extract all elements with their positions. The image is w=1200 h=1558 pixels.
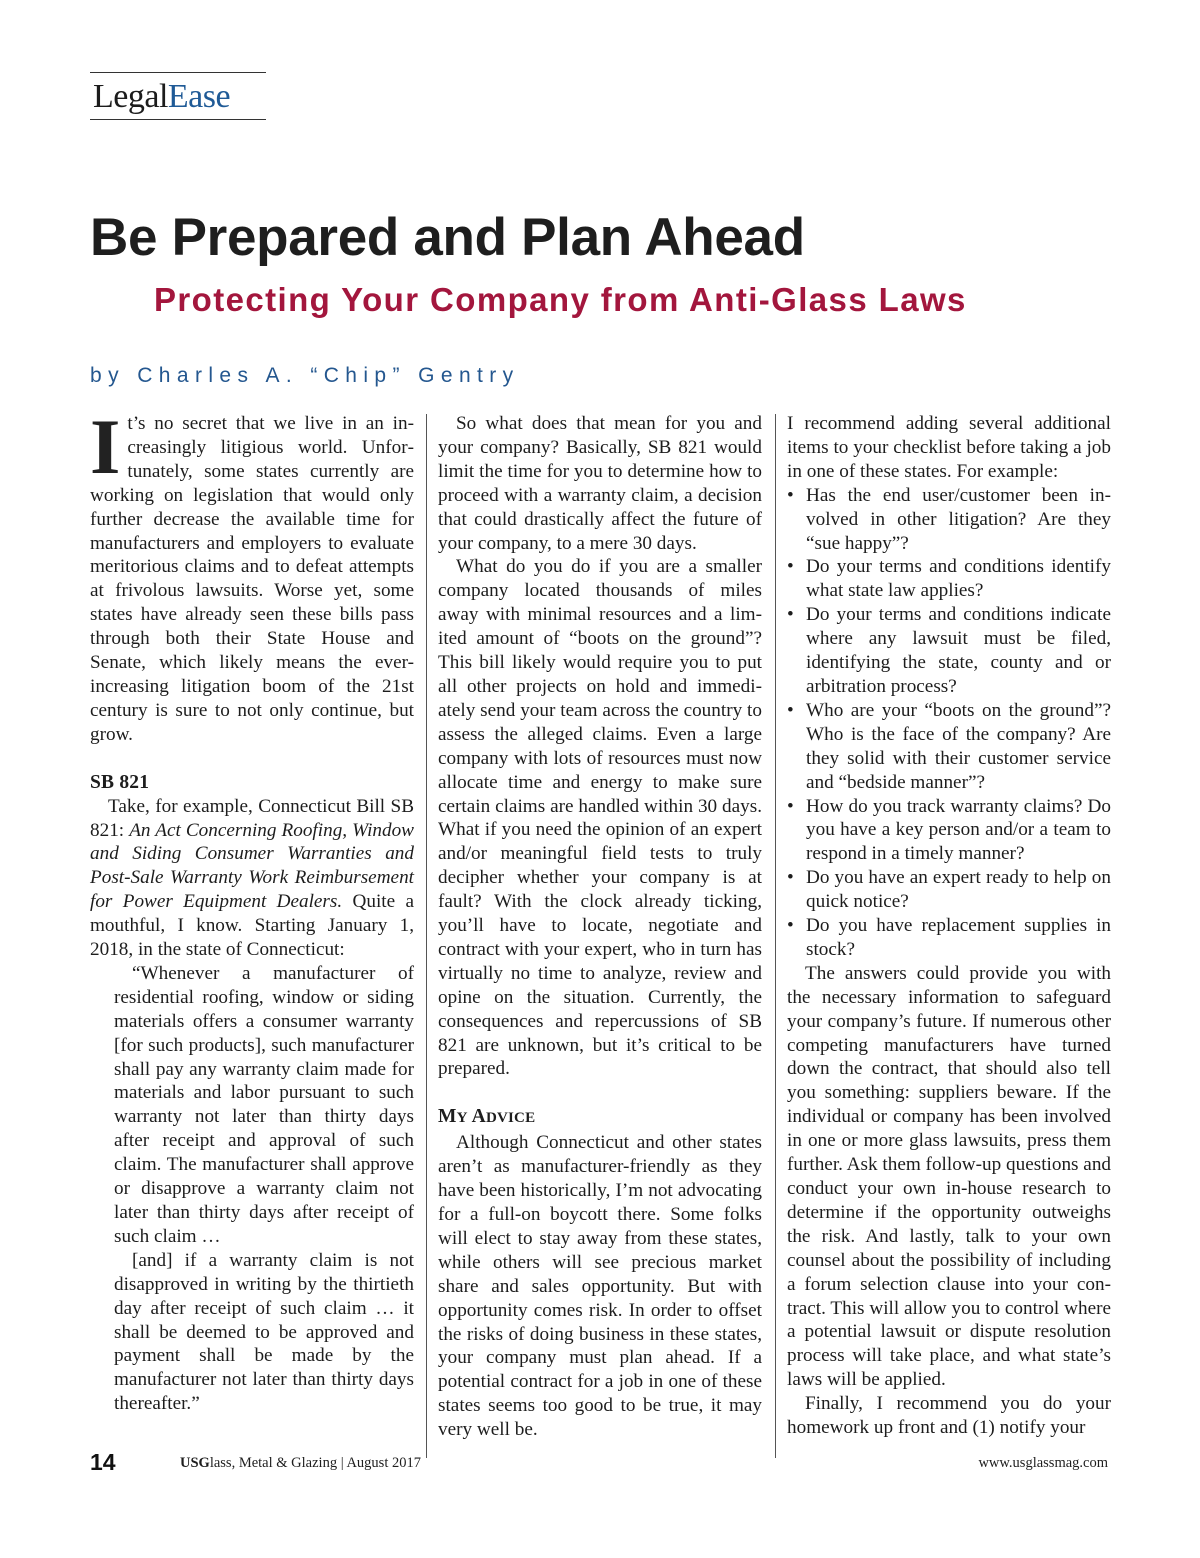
list-item [787,699,1111,795]
bullet-icon: • [787,556,794,578]
article-subheadline: Protecting Your Company from Anti-Glass Laws [154,281,967,318]
paragraph: Although Connecticut and other states aren’t as manufacturer-friendly as they have been historically, I’m not advocating for a full-on boycott there. Some folks will elect to stay away from these states, while others will see precious market share and sales opportunity. But with opportunity comes risk. In order to offset the risks of doing business in these states, your company must plan ahead. If a potential contract for a job in one of these states seems too good to be true, it may very well be. [438,1132,762,1441]
bullet-icon: • [787,484,794,506]
page-number: 14 [90,1449,116,1475]
list-item [787,866,1111,914]
column-divider [775,414,776,1458]
paragraph: What do you do if you are a smaller company located thousands of miles away with minimal resources and a limited amount of “boots on the ground”? This bill likely would require you to put all other projects on hold and immediately send your team across the country to assess the alleged claims. Even a large company with lots of resources must now allocate time and energy to make sure certain claims are handled within 30 days. What if you need the opinion of an expert and/or meaningful field tests to truly decipher whether your company is at fault? With the clock already ticking, you’ll have to locate, negotiate and contract with your expert, who in turn has virtually no time to analyze, review and opine on the situation. Currently, the consequences and repercussions of SB 821 are unknown, but it’s critical to be prepared. [438,556,762,1080]
paragraph-text: Take, for example, Connecticut Bill SB 821: [90,795,414,841]
magazine-name-rest: lass, Metal & Glazing [209,1455,338,1471]
bullet-icon: • [787,915,794,937]
website-url: www.usglassmag.com [978,1455,1108,1471]
bill-title: An Act Concerning Roofing, Window and Siding Consumer Warranties and Post-Sale Warranty Work Reimbursement for Power Equipment Dealers. [90,819,414,913]
column-divider [426,414,427,1458]
paragraph: The answers could provide you with the necessary information to safeguard your company’s future. If numerous other competing manufacturers have turned down the contract, that should also tell you something: suppliers beware. If the individual or company has been involved in one or more glass lawsuits, press them further. Ask them follow-up questions and conduct your own in-house research to determine if the opportunity outweighs the risk. And lastly, talk to your own counsel about the possibility of including a forum selection clause into your contract. This will allow you to control where a potential lawsuit or dispute resolution process will take place, and what state’s laws will be applied. [787,962,1112,1391]
list-item [787,795,1111,867]
list-item-text: How do you track warranty claims? Do you have a key person and/or a team to respond in a timely manner? [806,795,1111,865]
list-item [787,555,1111,603]
checklist [787,484,1111,962]
list-item [787,603,1111,699]
text-column-2 [438,412,762,1442]
list-item [787,914,1111,962]
list-item-text: Do you have replacement supplies in stock? [806,915,1111,960]
paragraph: I recommend adding several additional items to your checklist before taking a job in one of these states. For example: [787,413,1111,482]
article-byline: by Charles A. “Chip” Gentry [90,364,520,387]
heading-cap: M [438,1106,457,1128]
list-item [787,484,1111,556]
section-logo [90,72,266,120]
bullet-icon: • [787,795,794,817]
heading-smallcaps: Y [456,1110,468,1127]
list-item-text: Do your terms and conditions identify what state law applies? [806,556,1111,602]
list-item-text: Who are your “boots on the ground”? Who is the face of the company? Are they solid with their customer service and “bedside manner”? [806,699,1111,793]
list-item-text: Do your terms and conditions indicate where any lawsuit must be filed, identifying the state, county and or arbitration process? [806,604,1111,697]
magazine-name-bold: USG [180,1455,210,1471]
heading-cap: A [471,1106,486,1128]
footer-separator: | [340,1455,344,1471]
block-quote: “Whenever a manufacturer of residential roofing, window or siding materials offers a consumer warranty [for such products], such manufacturer shall pay any warranty claim made for materials and labor pursuant to such warranty not later than thirty days after receipt and approval of such claim. The manufacturer shall approve or disapprove a warranty claim not later than thirty days after receipt of such claim … [114,962,414,1247]
bullet-icon: • [787,867,794,889]
section-heading-my-advice [438,1105,762,1131]
bullet-icon: • [787,604,794,626]
text-column-3 [787,412,1111,1440]
section-logo-part2: Ease [167,78,231,115]
section-logo-part1: Legal [93,78,168,115]
section-heading-sb821: SB 821 [90,771,150,793]
list-item-text: Has the end user/customer been involved in other litigation? Are they “sue happy”? [806,484,1111,554]
block-quote: [and] if a warranty claim is not disapproved in writing by the thirtieth day after receipt of such claim … it shall be deemed to be approved and payment shall be made by the manufacturer not later than thirty days thereafter.” [114,1249,414,1415]
list-item-text: Do you have an expert ready to help on quick notice? [806,867,1111,913]
bullet-icon: • [787,699,794,721]
intro-paragraph [90,403,414,747]
article-headline: Be Prepared and Plan Ahead [90,208,805,267]
drop-cap: I [90,403,121,490]
heading-smallcaps: DVICE [485,1110,536,1127]
text-column-1 [90,403,414,1416]
magazine-name [180,1454,421,1472]
paragraph [90,795,414,962]
paragraph: So what does that mean for you and your company? Basically, SB 821 would limit the time for you to determine how to proceed with a warranty claim, a decision that could drastically affect the future of your company, to a mere 30 days. [438,413,762,554]
issue-date: August 2017 [346,1455,421,1471]
intro-text: t’s no secret that we live in an increasingly litigious world. Unfortunately, some states currently are working on legislation that would only further decrease the available time for manufacturers and employers to evaluate meritorious claims and to defeat attempts at frivolous lawsuits. Worse yet, some states have already seen these bills pass through both their State House and Senate, which likely means the ever-increasing litigation boom of the 21st century is sure to not only continue, but grow. [90,413,414,745]
paragraph: Finally, I recommend you do your homework up front and (1) notify your [787,1393,1111,1439]
section-logo-text [93,79,230,115]
paragraph-text: Quite a mouthful, I know. Starting January 1, 2018, in the state of Connecticut: [90,891,414,961]
